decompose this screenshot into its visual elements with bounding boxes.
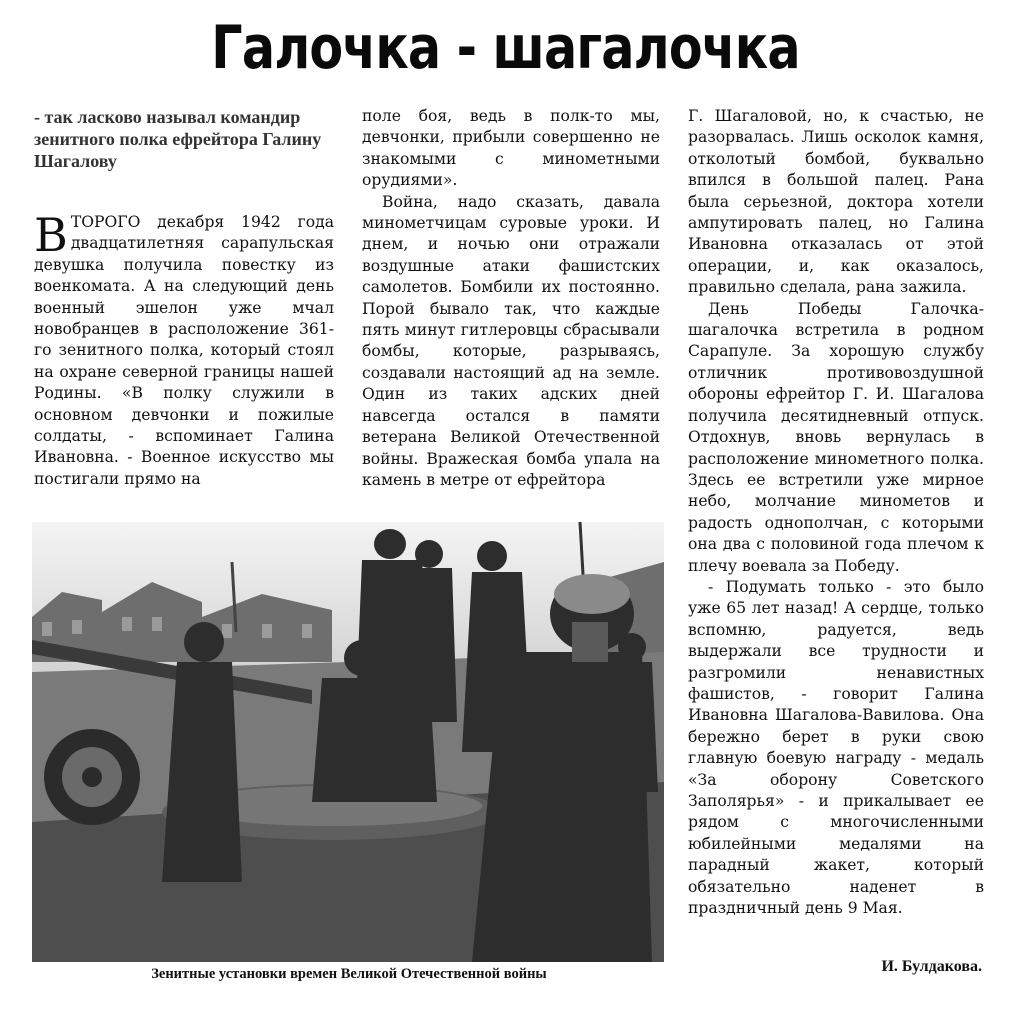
drop-cap: В [34, 208, 68, 262]
author-signature: И. Булдакова. [881, 958, 982, 975]
column-1-text: ТОРОГО декабря 1942 года двадцатилетняя сарапульская девушка получила повестку из военкомата. А на следующий день военный эшелон уже мчал новобранцев в расположение 361-го зенитного полка, который стоял на охране северной границы нашей Родины. «В полку служили в основном девчонки и пожилые солдаты, - вспоминает Галина Ивановна. - Военное искусство мы постигали прямо на [34, 213, 334, 488]
column-2-paragraph-2: Война, надо сказать, давала минометчицам суровые уроки. И днем, и ночью они отражали воздушные атаки фашистских самолетов. Бомбили их постоянно. Порой бывало так, что каждые пять минут гитлеровцы сбрасывали бомбы, которые, разрываясь, создавали настоящий ад на земле. Один из таких адских дней навсегда остался в памяти ветерана Великой Отечественной войны. Вражеская бомба упала на камень в метре от ефрейтора [362, 192, 660, 489]
column-2 [362, 106, 660, 491]
war-photo [32, 522, 664, 962]
anti-aircraft-gun-photo [32, 522, 664, 962]
photo-caption: Зенитные установки времен Великой Отечественной войны [151, 966, 547, 982]
column-3-paragraph-1: Г. Шагаловой, но, к счастью, не разорвалась. Лишь осколок камня, отколотый бомбой, буквально впился в большой палец. Рана была серьезной, доктора хотели ампутировать палец, но Галина Ивановна отказалась от этой операции, и, как оказалось, правильно сделала, рана зажила. [688, 107, 984, 297]
column-1 [34, 208, 334, 490]
column-1-paragraph-1 [34, 208, 334, 490]
article-lead: - так ласково называл командир зенитного полка ефрейтора Галину Шагалову [34, 107, 322, 171]
column-3-paragraph-3: - Подумать только - это было уже 65 лет назад! А сердце, только вспомню, радуется, ведь выдержали все трудности и разгромили ненавистных фашистов, - говорит Галина Ивановна Шагалова-Вавилова. Она бережно берет в руки свою главную боевую награду - медаль «За оборону Советского Заполярья» - и прикалывает ее рядом с многочисленными юбилейными медалями на парадный жакет, который обязательно наденет в праздничный день 9 Мая. [688, 577, 984, 918]
column-2-paragraph-1: поле боя, ведь в полк-то мы, девчонки, прибыли совершенно не знакомыми с минометными орудиями». [362, 107, 660, 190]
column-3 [688, 106, 984, 919]
article-title: Галочка - шагалочка [211, 13, 800, 83]
column-3-paragraph-2: День Победы Галочка-шагалочка встретила в родном Сарапуле. За хорошую службу отличник противовоздушной обороны ефрейтор Г. И. Шагалова получила десятидневный отпуск. Отдохнув, вновь вернулась в расположение минометного полка. Здесь ее встретили уже мирное небо, молчание минометов и радость однополчан, с которыми она два с половиной года плечом к плечу воевала за Победу. [688, 299, 984, 575]
